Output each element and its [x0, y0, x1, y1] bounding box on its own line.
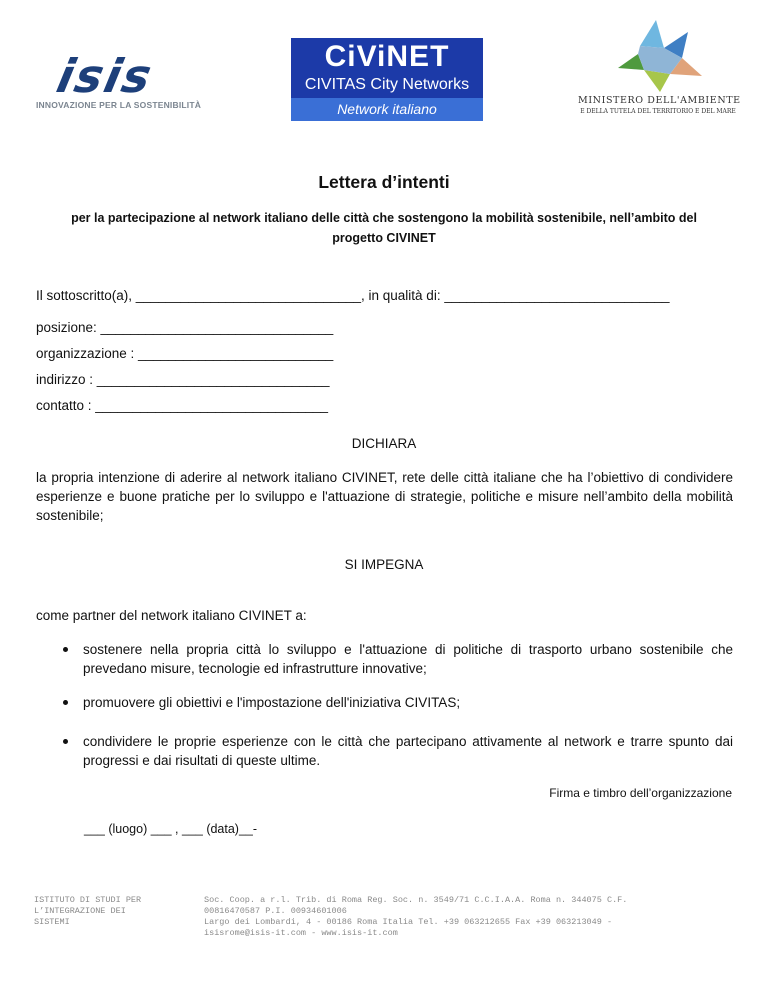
footer-left-line: SISTEMI	[34, 917, 70, 927]
ministero-star-icon	[578, 18, 738, 94]
bullet-icon	[63, 647, 68, 652]
isis-logo-mark: isis	[52, 49, 159, 103]
field-posizione: posizione: _______________________________	[36, 320, 334, 335]
document-subtitle: per la partecipazione al network italiano delle città che sostengono la mobilità sostenibile, nell’ambito del progetto CIVINET	[71, 211, 697, 245]
bullet-icon	[63, 700, 68, 705]
declares-heading: DICHIARA	[351, 436, 417, 451]
civinet-logo	[291, 38, 483, 121]
isis-logo	[36, 49, 202, 116]
civinet-logo-band: Network italiano	[291, 98, 483, 121]
commitment-text: condividere le proprie esperienze con le città che partecipano attivamente al network e trarre spunto dai progressi e dai risultati di queste ultime.	[83, 734, 733, 768]
civinet-logo-subtitle: CIVITAS City Networks	[304, 76, 470, 93]
footer-left-line: L’INTEGRAZIONE DEI	[34, 906, 126, 916]
signatory-line: Il sottoscritto(a), ______________________________, in qualità di: ______________________________	[36, 288, 670, 303]
ministero-name: MINISTERO DELL'AMBIENTE	[578, 95, 741, 106]
ministero-logo	[578, 18, 741, 115]
field-indirizzo: indirizzo : _______________________________	[36, 372, 330, 387]
declares-paragraph: la propria intenzione di aderire al network italiano CIVINET, rete delle città italiane che ha l’obiettivo di condividere esperienze e buone pratiche per lo sviluppo e l'attuazione di strategie, politiche e misure nell’ambito della mobilità sostenibile;	[36, 470, 733, 523]
isis-logo-tagline: INNOVAZIONE PER LA SOSTENIBILITÀ	[36, 100, 202, 110]
commitment-text: sostenere nella propria città lo sviluppo e l'attuazione di politiche di trasporto urbano sostenibile che prevedano misure, tecnologie ed infrastrutture innovative;	[83, 642, 733, 676]
document-title: Lettera d’intenti	[318, 172, 450, 192]
footer-right-line: 00816470587 P.I. 00934601006	[204, 906, 347, 916]
bullet-icon	[63, 739, 68, 744]
place-date-line: ___ (luogo) ___ , ___ (data)__-	[84, 822, 258, 836]
field-contatto: contatto : _______________________________	[36, 398, 329, 413]
footer-right-line: Soc. Coop. a r.l. Trib. di Roma Reg. Soc. n. 3549/71 C.C.I.A.A. Roma n. 344075 C.F.	[204, 895, 628, 905]
commits-intro: come partner del network italiano CIVINET a:	[36, 608, 307, 623]
commits-heading: SI IMPEGNA	[344, 557, 424, 572]
signature-label: Firma e timbro dell’organizzazione	[549, 786, 732, 800]
field-organizzazione: organizzazione : __________________________	[36, 346, 334, 361]
ministero-subtitle: E DELLA TUTELA DEL TERRITORIO E DEL MARE	[580, 108, 736, 115]
footer-left	[34, 895, 174, 928]
footer-left-line: ISTITUTO DI STUDI PER	[34, 895, 142, 905]
commitment-text: promuovere gli obiettivi e l'impostazione dell'iniziativa CIVITAS;	[83, 695, 461, 710]
footer-right-line: Largo dei Lombardi, 4 - 00186 Roma Italia Tel. +39 063212655 Fax +39 063213049 -	[204, 917, 613, 927]
footer-right	[204, 895, 729, 939]
civinet-logo-title: CiViNET	[324, 40, 450, 73]
footer-right-line: isisrome@isis-it.com - www.isis-it.com	[204, 928, 398, 938]
